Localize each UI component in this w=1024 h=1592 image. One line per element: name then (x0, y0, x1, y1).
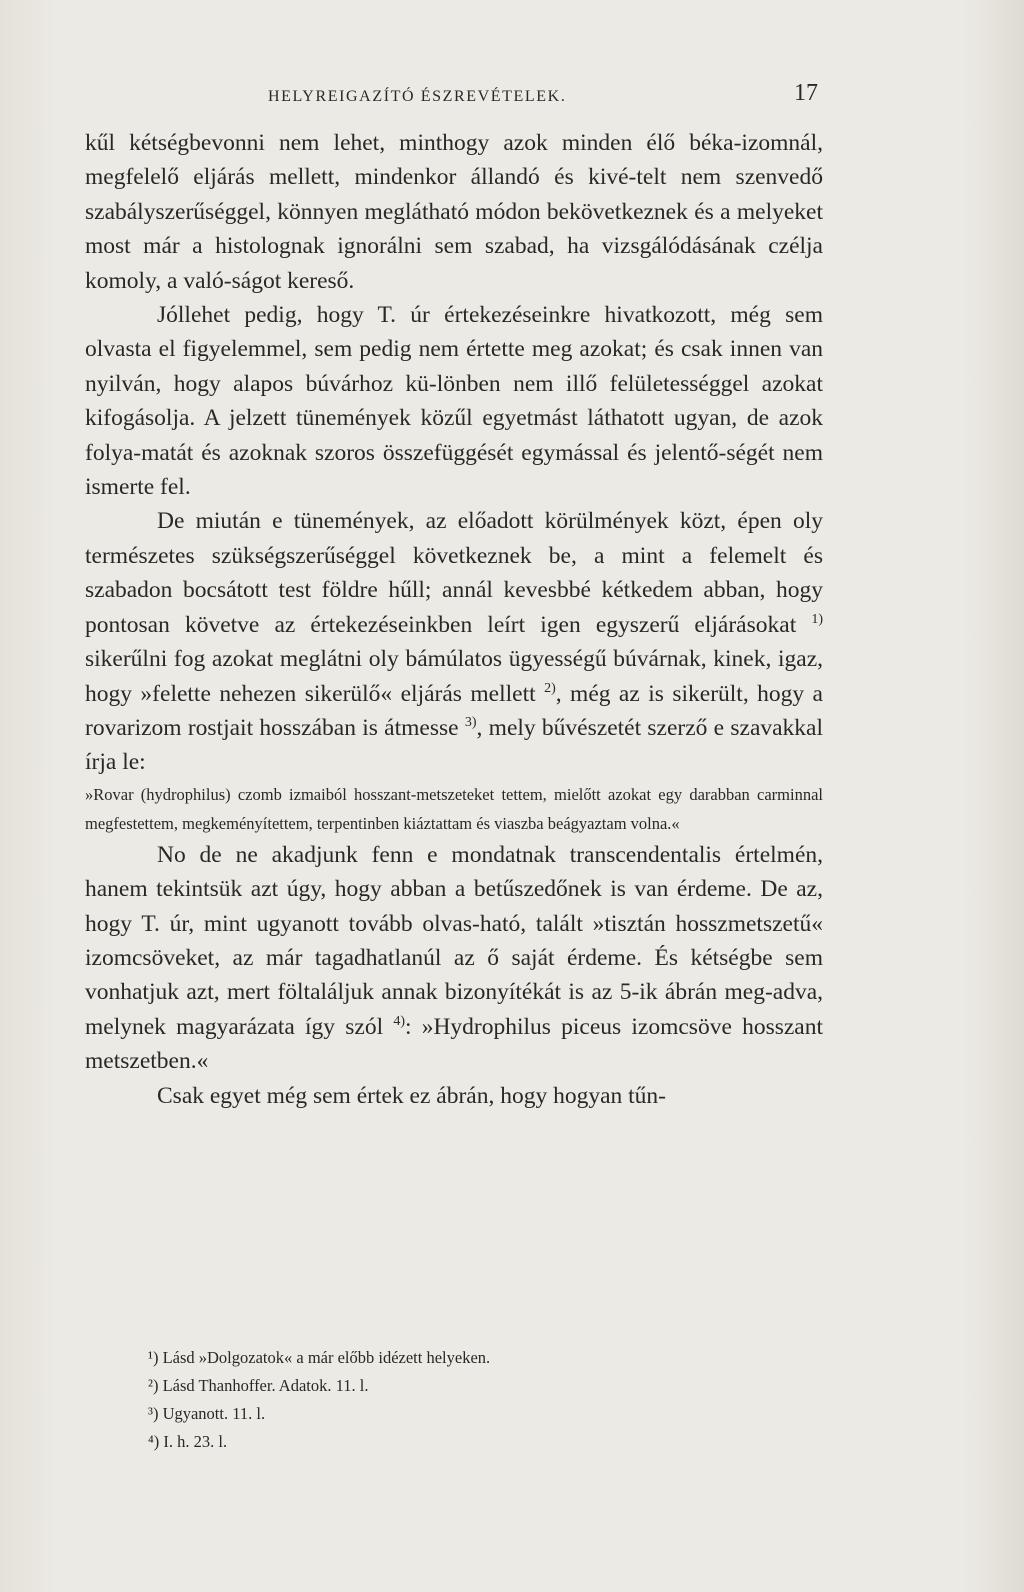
footnote-1: ¹) Lásd »Dolgozatok« a már előbb idézett helyeken. (148, 1348, 491, 1367)
paragraph-2: Jóllehet pedig, hogy T. úr értekezéseinkre hivatkozott, még sem olvasta el figyelemmel, sem pedig nem értette meg azokat; és csak innen van nyilván, hogy alapos búvárhoz kü-lönben nem illő felületességgel azokat kifogásolja. A jelzett tünemények közűl egyetmást láthatott ugyan, de azok folya-matát és azoknak szoros összefüggését egymással és jelentő-ségét nem ismerte fel. (85, 302, 823, 501)
paragraph-3-part-4: , mely bűvészetét szerző e szavakkal írja le: (85, 714, 824, 776)
paragraph-4 (85, 838, 823, 1079)
footnote-marker-3: 3) (464, 715, 477, 731)
paragraph-3 (85, 504, 823, 779)
body-text (85, 126, 823, 1113)
paragraph-1: kűl kétségbevonni nem lehet, minthogy azok minden élő béka-izomnál, megfelelő eljárás mellett, mindenkor állandó és kivé-telt nem szenvedő szabályszerűséggel, könnyen meglátható módon bekövetkeznek és a melyeket most már a histolognak ignorálni sem szabad, ha vizsgálódásának czélja komoly, a való-ságot kereső. (85, 130, 823, 294)
page-header (88, 80, 818, 114)
footnote-marker-1: 1) (811, 611, 823, 627)
footnote-4: ⁴) I. h. 23. l. (148, 1432, 228, 1451)
paragraph-4-part-1: No de ne akadjunk fenn e mondatnak transcendentalis értelmén, hanem tekintsük azt úgy, hogy abban a betűszedőnek is van érdeme. De az, hogy T. úr, mint ugyanott tovább olvas-ható, talált »tisztán hosszmetszetű« izomcsöveket, az már tagadhatlanúl az ő saját érdeme. És kétségbe sem vonhatjuk azt, mert föltaláljuk annak bizonyítékát is az 5-ik ábrán meg-adva, melynek magyarázata így szól (85, 841, 823, 1040)
running-head: HELYREIGAZÍTÓ ÉSZREVÉTELEK. (268, 88, 567, 105)
footnote-marker-2: 2) (544, 680, 556, 696)
paragraph-3-part-1: De miután e tünemények, az előadott körülmények közt, épen oly természetes szükségszerűséggel következnek be, a mint a felemelt és szabadon bocsátott test földre hűll; annál kevesbbé kétkedem abban, hogy pontosan követve az értekezéseinkben leírt igen egyszerű eljárásokat (85, 508, 823, 638)
paragraph-5: Csak egyet még sem értek ez ábrán, hogy hogyan tűn- (157, 1082, 667, 1109)
paragraph-3-part-2: sikerűlni fog azokat meglátni oly bámúlatos ügyességű búvárnak, kinek, igaz, hogy »felette nehezen sikerülő« eljárás mellett (85, 646, 823, 707)
paragraph-4-part-2: : »Hydrophilus piceus izomcsöve hosszant metszetben.« (85, 1013, 823, 1075)
page-number: 17 (794, 80, 818, 106)
footnote-3: ³) Ugyanott. 11. l. (148, 1404, 266, 1423)
footnotes (148, 1344, 828, 1456)
paragraph-3-part-3: , még az is sikerült, hogy a rovarizom rostjait hosszában is átmesse (85, 680, 823, 741)
block-quote: »Rovar (hydrophilus) czomb izmaiból hosszant-metszeteket tettem, mielőtt azokat egy darabban carminnal megfestettem, megkeményítettem, terpentinben kiáztattam és viaszba beágyaztam volna.« (85, 784, 823, 833)
footnote-2: ²) Lásd Thanhoffer. Adatok. 11. l. (148, 1376, 369, 1395)
footnote-marker-4: 4) (393, 1013, 405, 1029)
